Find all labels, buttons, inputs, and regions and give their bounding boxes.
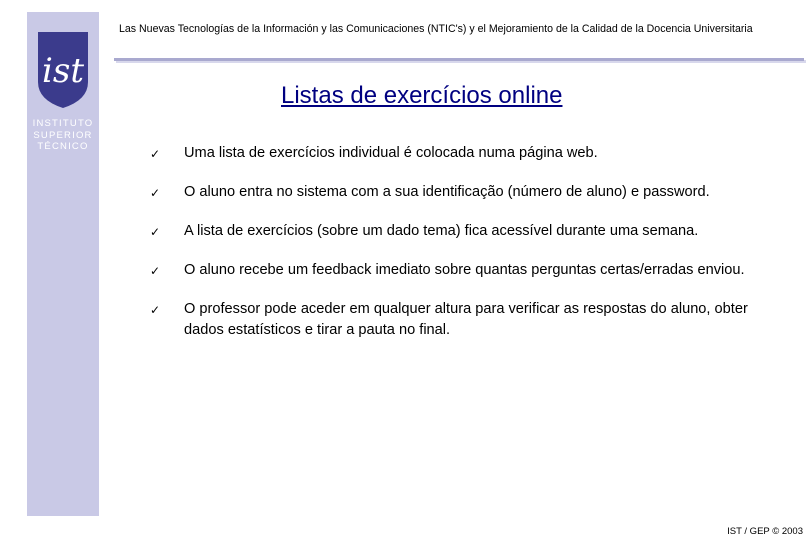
list-item [150, 221, 770, 242]
list-item-text: O aluno entra no sistema com a sua identificação (número de aluno) e password. [184, 184, 710, 200]
list-item-text: O professor pode aceder em qualquer altura para verificar as respostas do aluno, obter dados estatísticos e tirar a pauta no final. [184, 301, 748, 338]
list-item-text: Uma lista de exercícios individual é colocada numa página web. [184, 145, 598, 161]
list-item-text: A lista de exercícios (sobre um dado tema) fica acessível durante uma semana. [184, 223, 699, 239]
checkmark-icon: ✓ [150, 303, 161, 317]
list-item-text: O aluno recebe um feedback imediato sobre quantas perguntas certas/erradas enviou. [184, 262, 745, 278]
logo-line-3: TÉCNICO [37, 141, 89, 152]
logo-wordmark [27, 118, 99, 153]
sidebar-panel [27, 12, 99, 516]
logo-line-1: INSTITUTO [32, 118, 94, 129]
ist-logo-shield-icon [36, 30, 90, 110]
slide-title: Listas de exercícios online [281, 82, 563, 109]
logo-monogram: ist [42, 51, 84, 91]
list-item [150, 143, 770, 164]
header-caption: Las Nuevas Tecnologías de la Información y las Comunicaciones (NTIC's) y el Mejoramiento de la Calidad de la Docencia Universitaria [119, 23, 753, 35]
list-item [150, 299, 770, 341]
bullet-list [150, 143, 770, 359]
header-rule [114, 58, 804, 61]
checkmark-icon: ✓ [150, 264, 161, 278]
footer-copyright: IST / GEP © 2003 [727, 526, 803, 537]
checkmark-icon: ✓ [150, 225, 161, 239]
logo-line-2: SUPERIOR [33, 129, 93, 141]
list-item [150, 260, 770, 281]
list-item [150, 182, 770, 203]
checkmark-icon: ✓ [150, 186, 161, 200]
checkmark-icon: ✓ [150, 147, 161, 161]
